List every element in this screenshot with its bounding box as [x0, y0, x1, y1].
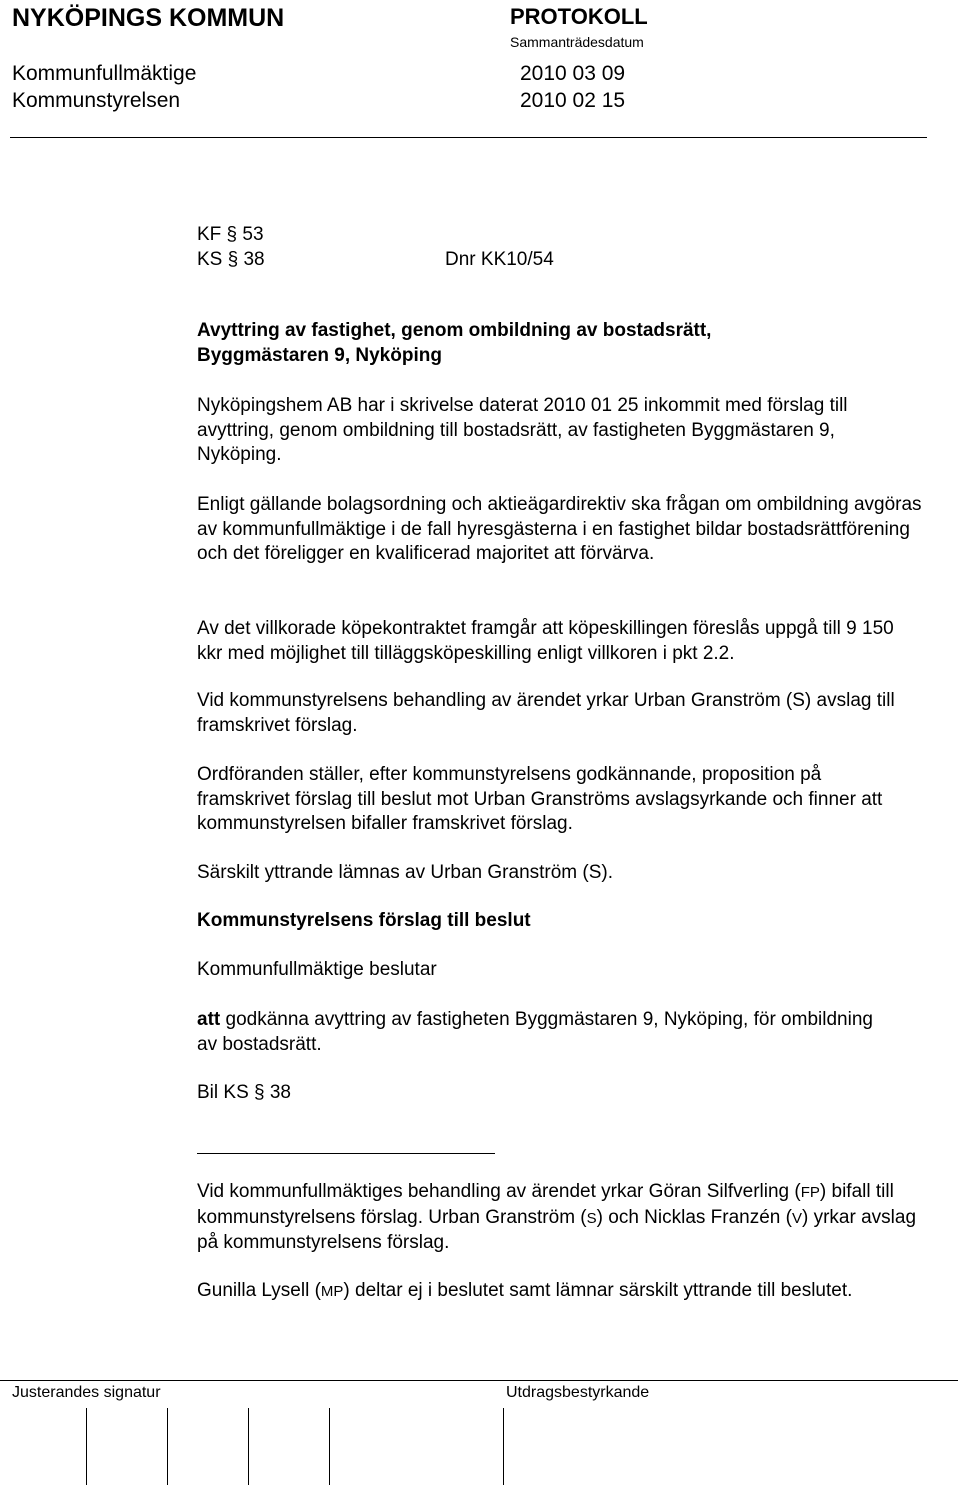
council-paragraph-1: Vid kommunfullmäktiges behandling av ärendet yrkar Göran Silfverling (FP) bifall till kommunstyrelsens förslag. Urban Granström (S) och Nicklas Franzén (V) yrkar avslag på kommunstyrelsens förslag.	[197, 1181, 917, 1253]
proposal-heading: Kommunstyrelsens förslag till beslut	[197, 910, 531, 931]
organization-name: NYKÖPINGS KOMMUN	[12, 4, 285, 32]
case-title-line1: Avyttring av fastighet, genom ombildning av bostadsrätt,	[197, 320, 712, 341]
footer-rule	[0, 1380, 958, 1381]
body-name-ks: Kommunstyrelsen	[12, 89, 181, 112]
extract-label: Utdragsbestyrkande	[506, 1384, 650, 1401]
attachment-reference: Bil KS § 38	[197, 1082, 291, 1103]
body-name-kf: Kommunfullmäktige	[12, 62, 197, 85]
document-type: PROTOKOLL	[510, 4, 648, 29]
paragraph-3: Av det villkorade köpekontraktet framgår att köpeskillingen föreslås uppgå till 9 150 kkr med möjlighet till tilläggsköpeskilling enligt villkoren i pkt 2.2.	[197, 618, 894, 664]
signature-box-divider	[167, 1408, 168, 1485]
council-paragraph-2: Gunilla Lysell (MP) deltar ej i beslutet samt lämnar särskilt yttrande till beslutet.	[197, 1280, 853, 1301]
date-kf: 2010 03 09	[520, 62, 626, 85]
decision-att	[197, 1008, 877, 1057]
ks-reference: KS § 38	[197, 249, 265, 270]
signature-box-divider	[248, 1408, 249, 1485]
kf-reference: KF § 53	[197, 224, 264, 245]
signature-label: Justerandes signatur	[12, 1384, 161, 1401]
signature-box-divider	[329, 1408, 330, 1485]
att-word: att	[197, 1009, 221, 1030]
extract-box-divider	[503, 1408, 504, 1485]
paragraph-2: Enligt gällande bolagsordning och aktieägardirektiv ska frågan om ombildning avgöras av kommunfullmäktige i de fall hyresgästerna i en fastighet bildar bostadsrättförening och det föreligger en kvalificerad majoritet att förvärva.	[197, 494, 922, 564]
section-divider	[197, 1153, 495, 1154]
att-text: godkänna avyttring av fastigheten Byggmästaren 9, Nyköping, för ombildning av bostadsrätt.	[197, 1009, 873, 1055]
date-ks: 2010 02 15	[520, 89, 626, 112]
paragraph-1: Nyköpingshem AB har i skrivelse daterat 2010 01 25 inkommit med förslag till avyttring, genom ombildning till bostadsrätt, av fastigheten Byggmästaren 9, Nyköping.	[197, 395, 848, 465]
header-rule	[10, 137, 927, 138]
session-date-label: Sammanträdesdatum	[510, 34, 644, 50]
paragraph-4: Vid kommunstyrelsens behandling av ärendet yrkar Urban Granström (S) avslag till framskrivet förslag.	[197, 690, 895, 736]
paragraph-5: Ordföranden ställer, efter kommunstyrelsens godkännande, proposition på framskrivet förslag till beslut mot Urban Granströms avslagsyrkande och finner att kommunstyrelsen bifaller framskrivet förslag.	[197, 764, 883, 834]
dnr-reference: Dnr KK10/54	[445, 249, 554, 270]
decision-intro: Kommunfullmäktige beslutar	[197, 959, 437, 980]
case-title-line2: Byggmästaren 9, Nyköping	[197, 345, 442, 366]
paragraph-6: Särskilt yttrande lämnas av Urban Granström (S).	[197, 862, 614, 883]
signature-box-divider	[86, 1408, 87, 1485]
